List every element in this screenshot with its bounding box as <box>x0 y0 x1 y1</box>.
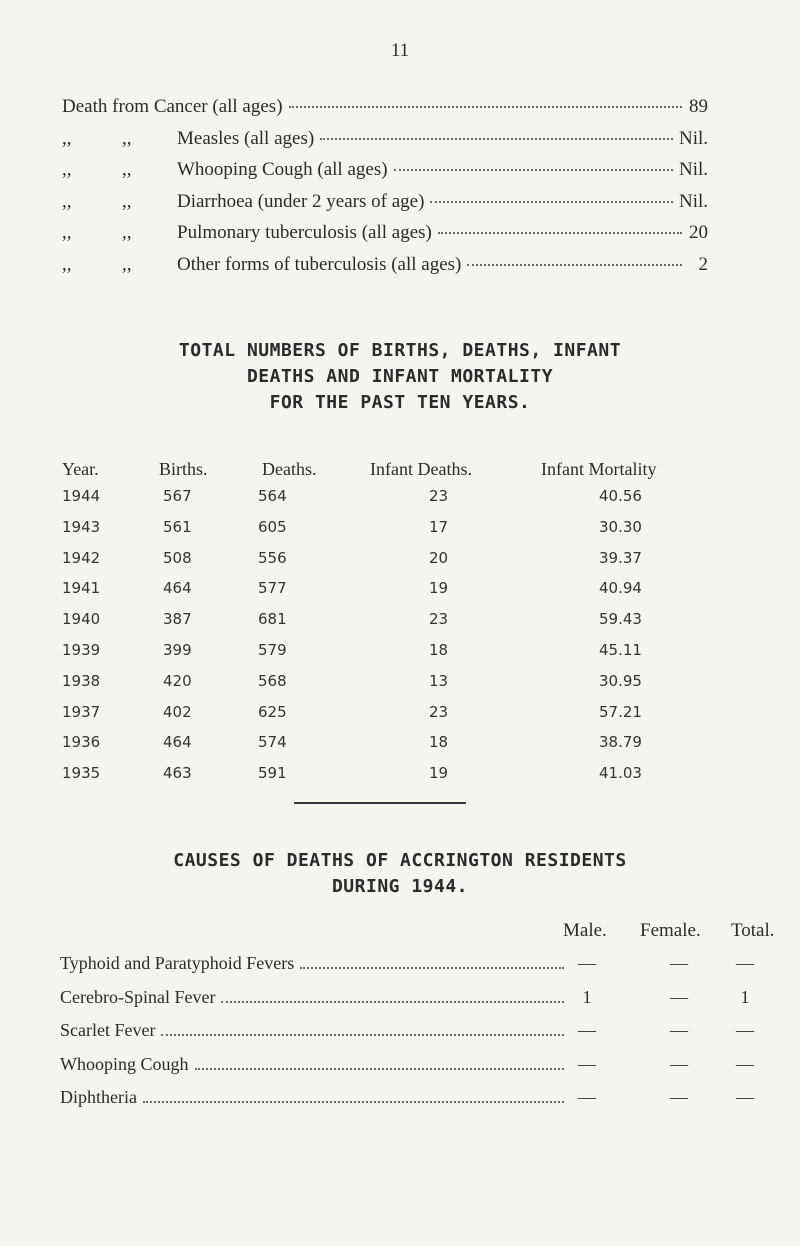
cause-label: Cerebro-Spinal Fever <box>60 986 216 1007</box>
cell-infant-mortality: 45.11 <box>599 641 642 659</box>
cell-infant-deaths: 13 <box>429 671 449 690</box>
cell-infant-mortality: 40.94 <box>599 579 642 598</box>
table-row <box>0 641 800 665</box>
cell-deaths: 556 <box>258 548 287 567</box>
table-row <box>0 672 800 696</box>
cell-year: 1943 <box>62 517 101 536</box>
cell-year: 1936 <box>62 733 101 752</box>
table-row <box>0 764 800 788</box>
column-header-year: Year. <box>62 459 99 479</box>
cell-births: 464 <box>163 733 192 752</box>
cell-infant-mortality: 59.43 <box>599 610 642 629</box>
cause-label: Whooping Cough <box>60 1053 189 1074</box>
dotted-leader <box>467 264 682 266</box>
cell-births: 387 <box>163 610 192 629</box>
cell-year: 1939 <box>62 641 101 659</box>
ditto-mark: ,, <box>62 253 72 275</box>
page-number: 11 <box>390 40 410 61</box>
cell-infant-deaths: 19 <box>429 764 449 783</box>
heading-line: DURING 1944. <box>331 876 469 897</box>
cell-infant-deaths: 17 <box>429 517 449 536</box>
ditto-mark: ,, <box>122 190 132 212</box>
cell-infant-deaths: 18 <box>429 733 449 752</box>
cell-female: — <box>670 953 688 973</box>
cell-female: — <box>670 1053 688 1074</box>
dotted-leader <box>195 1068 565 1070</box>
table-row <box>0 579 800 603</box>
cause-value: 2 <box>698 253 708 275</box>
cause-row-measles <box>62 128 708 160</box>
heading-line: TOTAL NUMBERS OF BIRTHS, DEATHS, INFANT <box>178 340 622 361</box>
ditto-mark: ,, <box>122 159 132 180</box>
cell-deaths: 577 <box>258 579 287 598</box>
cell-infant-mortality: 39.37 <box>599 548 642 567</box>
dotted-leader <box>300 967 564 969</box>
cause-row-diarrhoea <box>62 191 708 223</box>
table-row <box>60 1087 800 1121</box>
heading-line: DEATHS AND INFANT MORTALITY <box>246 366 554 387</box>
cause-label: Typhoid and Paratyphoid Fevers <box>60 953 295 973</box>
column-header-deaths: Deaths. <box>262 459 317 479</box>
cell-births: 402 <box>163 702 192 721</box>
ditto-mark: ,, <box>122 222 132 243</box>
cause-value: 89 <box>689 96 708 117</box>
cell-year: 1937 <box>62 702 101 721</box>
cause-label: Pulmonary tuberculosis (all ages) <box>177 222 432 243</box>
cell-births: 567 <box>163 487 192 505</box>
cell-infant-mortality: 41.03 <box>599 764 642 783</box>
cell-infant-mortality: 40.56 <box>599 487 642 505</box>
cell-total: — <box>736 1020 754 1040</box>
column-header-infant-mortality: Infant Mortality <box>541 459 657 479</box>
cell-year: 1942 <box>62 548 101 567</box>
ditto-mark: ,, <box>62 222 72 243</box>
cell-female: — <box>670 986 688 1007</box>
cell-births: 399 <box>163 641 192 659</box>
cell-deaths: 605 <box>258 517 287 536</box>
table-row <box>0 487 800 511</box>
ditto-mark: ,, <box>62 190 72 212</box>
cell-year: 1940 <box>62 610 101 629</box>
cell-births: 508 <box>163 548 192 567</box>
cell-total: — <box>736 953 754 973</box>
cell-deaths: 591 <box>258 764 287 783</box>
cell-infant-deaths: 23 <box>429 702 449 721</box>
cell-male: — <box>578 953 596 973</box>
column-header-total: Total. <box>731 920 775 941</box>
cell-births: 464 <box>163 579 192 598</box>
dotted-leader <box>161 1034 564 1036</box>
table-row <box>60 987 800 1021</box>
ditto-mark: ,, <box>122 253 132 275</box>
cell-infant-deaths: 19 <box>429 579 449 598</box>
cell-year: 1935 <box>62 764 101 783</box>
heading-line: CAUSES OF DEATHS OF ACCRINGTON RESIDENTS <box>173 850 627 871</box>
cause-label: Cancer (all ages) <box>153 96 283 117</box>
cell-deaths: 579 <box>258 641 287 659</box>
cell-male: — <box>578 1053 596 1074</box>
totals-table-heading <box>0 338 800 416</box>
cause-row-other-tb <box>62 254 708 286</box>
cell-infant-mortality: 30.95 <box>599 671 642 690</box>
cell-deaths: 625 <box>258 702 287 721</box>
cell-total: — <box>736 1087 754 1107</box>
cell-infant-deaths: 20 <box>429 548 449 567</box>
cell-births: 561 <box>163 517 192 536</box>
cause-row-cancer <box>62 96 708 128</box>
causes-table-header <box>0 920 800 944</box>
cause-value: Nil. <box>678 159 708 180</box>
cell-male: — <box>578 1087 596 1107</box>
dotted-leader <box>289 106 682 108</box>
cell-male: — <box>578 1020 596 1040</box>
cause-value: Nil. <box>678 190 708 212</box>
cell-total: — <box>736 1053 754 1074</box>
cell-births: 463 <box>163 764 192 783</box>
table-row <box>0 703 800 727</box>
cause-value: 20 <box>689 222 708 243</box>
cell-year: 1941 <box>62 579 101 598</box>
cause-label: Diphtheria <box>60 1087 137 1107</box>
cause-prefix: Death from <box>62 96 150 117</box>
ditto-mark: ,, <box>62 127 72 149</box>
death-causes-list <box>62 96 708 285</box>
column-header-infant-deaths: Infant Deaths. <box>370 459 472 479</box>
table-row <box>60 1020 800 1054</box>
cause-label: Other forms of tuberculosis (all ages) <box>177 253 462 275</box>
dotted-leader <box>430 201 673 203</box>
cell-female: — <box>670 1087 688 1107</box>
cell-infant-mortality: 38.79 <box>599 733 642 752</box>
causes-of-death-heading <box>0 848 800 900</box>
cell-total: 1 <box>740 986 750 1007</box>
table-row <box>0 733 800 757</box>
cause-label: Diarrhoea (under 2 years of age) <box>177 190 425 212</box>
table-row <box>0 610 800 634</box>
cause-value: Nil. <box>678 127 708 149</box>
dotted-leader <box>320 138 673 140</box>
table-row <box>0 518 800 542</box>
totals-table-header <box>0 459 800 483</box>
cell-infant-deaths: 23 <box>429 610 449 629</box>
heading-line: FOR THE PAST TEN YEARS. <box>269 392 531 413</box>
dotted-leader <box>438 232 682 234</box>
dotted-leader <box>221 1001 564 1003</box>
dotted-leader <box>143 1101 564 1103</box>
cause-label: Measles (all ages) <box>177 127 315 149</box>
cell-male: 1 <box>582 986 592 1007</box>
table-row <box>60 953 800 987</box>
cell-infant-deaths: 18 <box>429 641 449 659</box>
ditto-mark: ,, <box>62 159 72 180</box>
dotted-leader <box>394 169 673 171</box>
cause-row-pulmonary-tb <box>62 222 708 254</box>
column-header-male: Male. <box>563 920 607 941</box>
table-row <box>60 1054 800 1088</box>
cell-infant-deaths: 23 <box>429 487 449 505</box>
cell-female: — <box>670 1020 688 1040</box>
cell-year: 1944 <box>62 487 101 505</box>
column-header-female: Female. <box>640 920 701 941</box>
cell-deaths: 564 <box>258 487 287 505</box>
cause-label: Scarlet Fever <box>60 1020 156 1040</box>
column-header-births: Births. <box>159 459 208 479</box>
ditto-mark: ,, <box>122 127 132 149</box>
cell-infant-mortality: 30.30 <box>599 517 642 536</box>
cell-deaths: 681 <box>258 610 287 629</box>
cell-deaths: 574 <box>258 733 287 752</box>
table-row <box>0 549 800 573</box>
cell-year: 1938 <box>62 671 101 690</box>
cause-label: Whooping Cough (all ages) <box>177 159 388 180</box>
section-divider <box>294 802 466 804</box>
cell-deaths: 568 <box>258 671 287 690</box>
cause-row-whooping-cough <box>62 159 708 191</box>
causes-table-body <box>60 953 800 1121</box>
cell-births: 420 <box>163 671 192 690</box>
cell-infant-mortality: 57.21 <box>599 702 642 721</box>
